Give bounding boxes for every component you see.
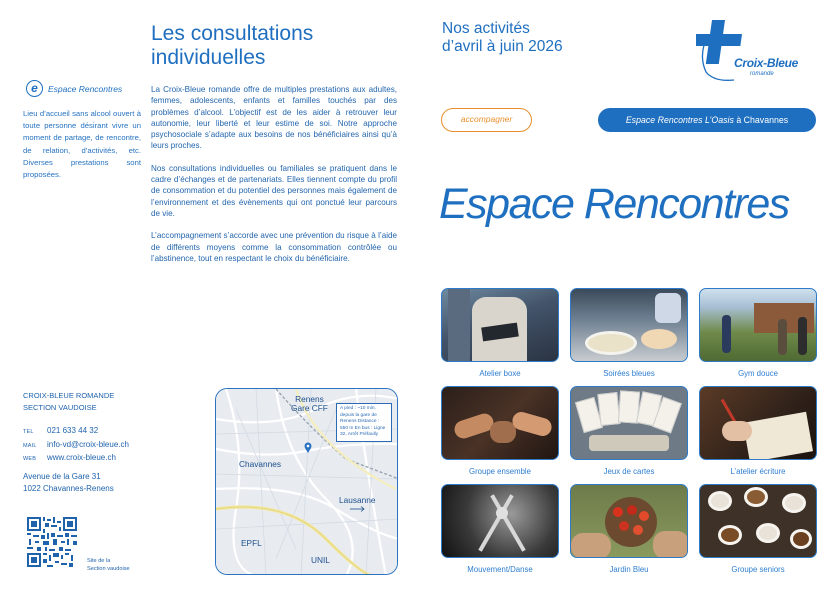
qr-caption xyxy=(87,557,130,573)
activity-photo xyxy=(699,484,817,558)
activity-photo xyxy=(441,484,559,558)
contact-key: TEL xyxy=(23,429,34,435)
map-label-lausanne: Lausanne xyxy=(339,495,376,505)
activity-caption: Gym douce xyxy=(738,369,778,378)
title-line1: Les consultations xyxy=(151,22,314,45)
address xyxy=(23,471,114,494)
accompagner-pill[interactable]: accompagner xyxy=(441,108,532,132)
qr-caption-line2: Section vaudoise xyxy=(87,566,130,572)
map-label-unil: UNIL xyxy=(311,555,330,565)
map-label-epfl: EPFL xyxy=(241,538,262,548)
location-pill[interactable] xyxy=(598,108,816,132)
address-line2: 1022 Chavannes-Renens xyxy=(23,483,114,493)
activity-photo xyxy=(570,386,688,460)
org-name xyxy=(23,390,114,413)
right-panel xyxy=(408,0,839,595)
middle-panel xyxy=(146,0,408,595)
activity-caption: Groupe ensemble xyxy=(469,467,531,476)
org-line2: SECTION VAUDOISE xyxy=(23,402,97,412)
renens-line2: Gare CFF xyxy=(291,403,328,413)
croix-bleue-logo xyxy=(696,20,821,82)
renens-line1: Renens xyxy=(295,394,324,404)
pill-rest: à Chavannes xyxy=(733,115,789,125)
activity-caption: Jardin Bleu xyxy=(609,565,649,574)
map-label-renens xyxy=(291,395,328,413)
contact-web[interactable] xyxy=(23,452,129,466)
activity-photo xyxy=(441,386,559,460)
activity-caption: Soirées bleues xyxy=(603,369,655,378)
pill-italic: Espace Rencontres L’Oasis xyxy=(625,115,734,125)
activity-tile[interactable] xyxy=(441,484,559,574)
activity-photo xyxy=(699,386,817,460)
org-line1: CROIX-BLEUE ROMANDE xyxy=(23,391,115,400)
activity-tile[interactable] xyxy=(699,288,817,378)
contact-tel[interactable] xyxy=(23,425,129,439)
paragraph-2: Nos consultations individuelles ou familiales se pratiquent dans le cadre d’échanges et de partenariats. Elles tiennent compte du profil de consommation et du potentiel des personnes mais également de l’environnement et des évènements qui ont ponctué leur parcours de vie. xyxy=(151,163,397,218)
activities-line2: d’avril à juin 2026 xyxy=(442,37,563,55)
contact-value: info-vd@croix-bleue.ch xyxy=(47,439,129,449)
espace-rencontres-title: Espace Rencontres xyxy=(439,180,789,228)
activity-tile[interactable] xyxy=(570,288,688,378)
intro-text: Lieu d’accueil sans alcool ouvert à toute personne désirant vivre un moment de partage, de rencontre, de relation, d’activités, etc. Diverses prestations sont proposées. xyxy=(23,109,141,180)
contact-value: 021 633 44 32 xyxy=(47,426,99,435)
contact-mail[interactable] xyxy=(23,439,129,453)
activity-tile[interactable] xyxy=(441,288,559,378)
qr-code-icon[interactable] xyxy=(27,517,77,567)
address-line1: Avenue de la Gare 31 xyxy=(23,472,101,481)
activity-caption: L’atelier écriture xyxy=(730,467,786,476)
espace-label: Espace Rencontres xyxy=(48,84,123,94)
activities-line1: Nos activités xyxy=(442,20,530,37)
activity-photo xyxy=(441,288,559,362)
activity-tile[interactable] xyxy=(570,386,688,476)
contact-block xyxy=(23,425,129,466)
consultations-title xyxy=(151,22,313,70)
paragraph-1: La Croix-Bleue romande offre de multiples prestations aux adultes, femmes, adolescents, enfants et familles touchés par des problèmes d’alcool. L’objectif est de les aider à retrouver leur autonomie, leur liberté et leur estime de soi. Notre approche psychosociale s’adapte aux besoins de nos bénéficiaires ainsi qu’à leurs proches. xyxy=(151,85,397,151)
activities-title xyxy=(442,20,563,55)
activity-caption: Jeux de cartes xyxy=(603,467,655,476)
activity-tile[interactable] xyxy=(699,484,817,574)
activity-photo xyxy=(699,288,817,362)
qr-caption-line1: Site de la xyxy=(87,558,111,564)
activity-photo xyxy=(570,484,688,558)
contact-value: www.croix-bleue.ch xyxy=(47,453,116,462)
logo-subtext: romande xyxy=(750,71,774,77)
activity-photo xyxy=(570,288,688,362)
left-panel xyxy=(0,0,146,595)
logo-text: Croix-Bleue xyxy=(734,56,799,70)
activity-tile[interactable] xyxy=(570,484,688,574)
consultations-body xyxy=(151,84,397,275)
activity-caption: Atelier boxe xyxy=(479,369,521,378)
paragraph-3: L’accompagnement s’accorde avec une prévention du risque à l’aide de différents moyens comme la consommation contrôlée ou l’abstinence, tout en respectant le choix du bénéficiaire. xyxy=(151,231,397,263)
activity-caption: Mouvement/Danse xyxy=(467,565,533,574)
location-map[interactable] xyxy=(215,388,398,575)
map-access-note: A pied : ~10 min. depuis la gare de Renens Distance : 550 m En bus : Ligne 32, Arrêt Préfaully xyxy=(336,403,392,442)
map-label-chavannes: Chavannes xyxy=(239,459,281,469)
activity-tile[interactable] xyxy=(699,386,817,476)
activity-caption: Groupe seniors xyxy=(731,565,785,574)
activity-tile[interactable] xyxy=(441,386,559,476)
contact-key: WEB xyxy=(23,456,37,462)
title-line2: individuelles xyxy=(151,46,266,69)
e-logo-icon: e xyxy=(26,80,43,97)
contact-key: MAIL xyxy=(23,442,37,449)
